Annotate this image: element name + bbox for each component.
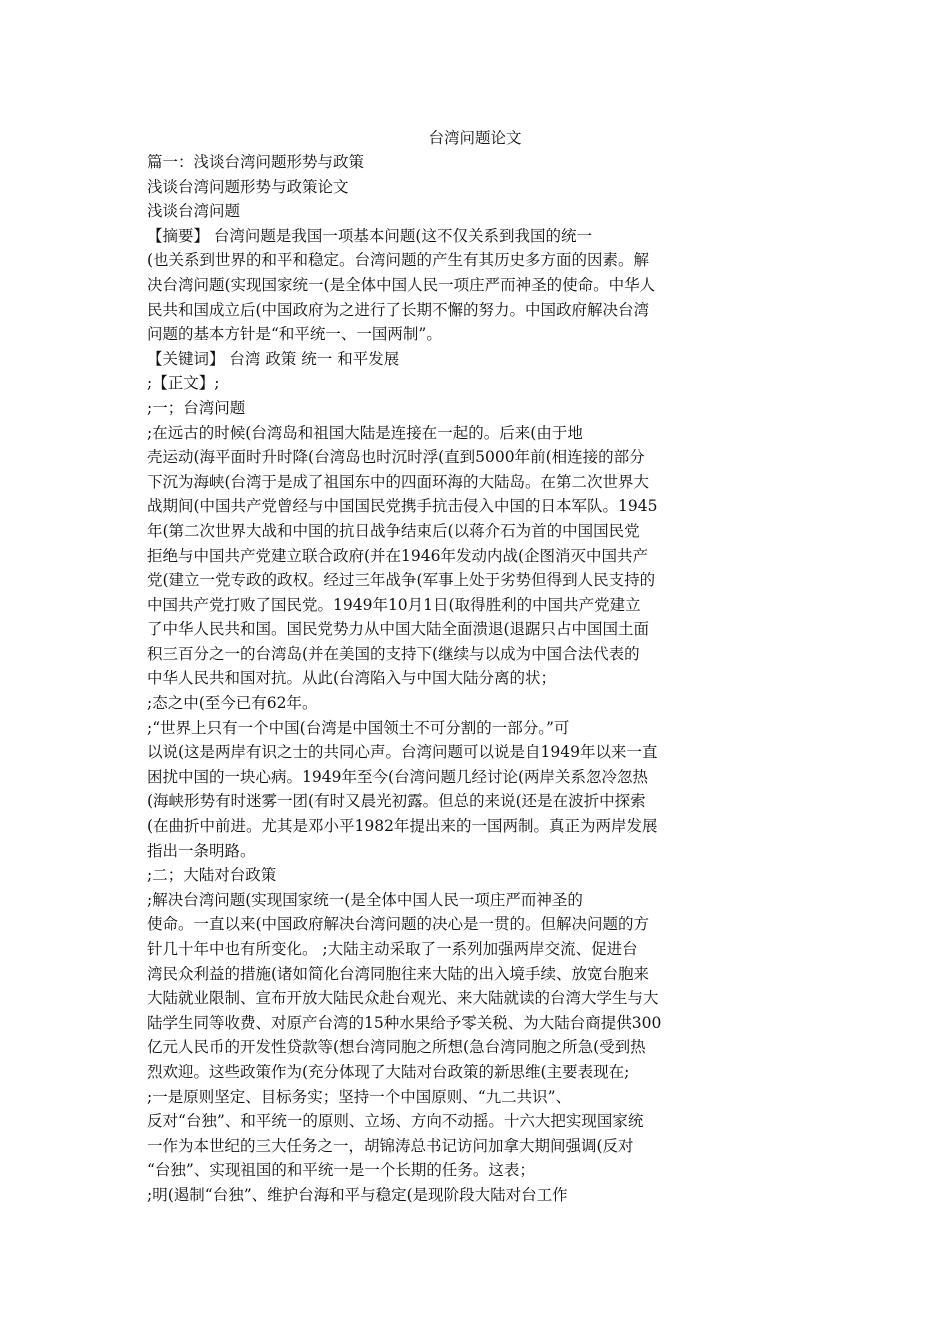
text-line: “台独”、实现祖国的和平统一是一个长期的任务。这表； bbox=[147, 1161, 535, 1180]
text-line: 陆学生同等收费、对原产台湾的15种水果给予零关税、为大陆台商提供300 bbox=[147, 1013, 662, 1032]
text-line: ;一是原则坚定、目标务实；坚持一个中国原则、“九二共识”、 bbox=[147, 1087, 572, 1106]
text-line: 决台湾问题(实现国家统一(是全体中国人民一项庄严而神圣的使命。中华人 bbox=[147, 275, 656, 294]
text-line: ;明(遏制“台独”、维护台海和平与稳定(是现阶段大陆对台工作 bbox=[147, 1185, 568, 1204]
text-line: (海峡形势有时迷雾一团(有时又晨光初露。但总的来说(还是在波折中探索 bbox=[147, 792, 646, 811]
text-line: 浅谈台湾问题 bbox=[147, 202, 241, 221]
text-line: (在曲折中前进。尤其是邓小平1982年提出来的一国两制。真正为两岸发展 bbox=[147, 817, 658, 836]
text-line: ;【正文】; bbox=[147, 374, 220, 393]
text-line: 困扰中国的一块心病。1949年至今(台湾问题几经讨论(两岸关系忽冷忽热 bbox=[147, 767, 649, 786]
text-line: ;态之中(至今已有62年。 bbox=[147, 694, 318, 713]
text-line: 中华人民共和国对抗。从此(台湾陷入与中国大陆分离的状； bbox=[147, 669, 557, 688]
text-line: ;在远古的时候(台湾岛和祖国大陆是连接在一起的。后来(由于地 bbox=[147, 423, 583, 442]
text-line: 烈欢迎。这些政策作为(充分体现了大陆对台政策的新思维(主要表现在; bbox=[147, 1062, 630, 1081]
text-line: 篇一：浅谈台湾问题形势与政策 bbox=[147, 153, 365, 171]
text-line: 指出一条明路。 bbox=[147, 841, 256, 860]
text-line: 积三百分之一的台湾岛(并在美国的支持下(继续与以成为中国合法代表的 bbox=[147, 644, 640, 663]
text-line: 湾民众利益的措施(诸如简化台湾同胞往来大陆的出入境手续、放宽台胞来 bbox=[147, 964, 650, 983]
text-line: 下沉为海峡(台湾于是成了祖国东中的四面环海的大陆岛。在第二次世界大 bbox=[147, 472, 650, 491]
text-line: ;解决台湾问题(实现国家统一(是全体中国人民一项庄严而神圣的 bbox=[147, 890, 583, 909]
text-line: 针几十年中也有所变化。 ;大陆主动采取了一系列加强两岸交流、促进台 bbox=[147, 940, 638, 958]
text-line: ;一；台湾问题 bbox=[147, 398, 246, 417]
text-line: 使命。一直以来(中国政府解决台湾问题的决心是一贯的。但解决问题的方 bbox=[147, 915, 650, 934]
text-line: 【关键词】 台湾 政策 统一 和平发展 bbox=[147, 349, 400, 368]
text-line: ;二；大陆对台政策 bbox=[147, 866, 277, 885]
text-line: 战期间(中国共产党曾经与中国国民党携手抗击侵入中国的日本军队。1945 bbox=[147, 497, 658, 516]
document-title: 台湾问题论文 bbox=[428, 129, 522, 147]
text-line: 民共和国成立后(中国政府为之进行了长期不懈的努力。中国政府解决台湾 bbox=[147, 300, 650, 319]
text-line: 大陆就业限制、宣布开放大陆民众赴台观光、来大陆就读的台湾大学生与大 bbox=[147, 989, 659, 1008]
text-line: 拒绝与中国共产党建立联合政府(并在1946年发动内战(企图消灭中国共产 bbox=[147, 546, 649, 565]
text-line: 年(第二次世界大战和中国的抗日战争结束后(以蒋介石为首的中国国民党 bbox=[147, 521, 640, 540]
text-line: 亿元人民币的开发性贷款等(想台湾同胞之所想(急台湾同胞之所急(受到热 bbox=[147, 1038, 646, 1057]
text-line: 以说(这是两岸有识之士的共同心声。台湾问题可以说是自1949年以来一直 bbox=[147, 743, 658, 762]
text-line: 浅谈台湾问题形势与政策论文 bbox=[147, 177, 349, 196]
document-body bbox=[147, 150, 717, 1208]
text-line: 【摘要】 台湾问题是我国一项基本问题(这不仅关系到我国的统一 bbox=[147, 226, 592, 245]
text-line: 反对“台独”、和平统一的原则、立场、方向不动摇。十六大把实现国家统 bbox=[147, 1112, 644, 1131]
text-line: 一作为本世纪的三大任务之一，胡锦涛总书记访问加拿大期间强调(反对 bbox=[147, 1136, 634, 1155]
text-line: 了中华人民共和国。国民党势力从中国大陆全面溃退(退踞只占中国国土面 bbox=[147, 620, 650, 639]
text-line: ;“世界上只有一个中国(台湾是中国领土不可分割的一部分。”可 bbox=[147, 718, 570, 737]
text-line: 党(建立一党专政的政权。经过三年战争(军事上处于劣势但得到人民支持的 bbox=[147, 571, 656, 590]
text-line: 壳运动(海平面时升时降(台湾岛也时沉时浮(直到5000年前(相连接的部分 bbox=[147, 448, 645, 467]
text-line: 问题的基本方针是“和平统一、一国两制”。 bbox=[147, 325, 442, 344]
text-line: (也关系到世界的和平和稳定。台湾问题的产生有其历史多方面的因素。解 bbox=[147, 251, 650, 270]
text-line: 中国共产党打败了国民党。1949年10月1日(取得胜利的中国共产党建立 bbox=[147, 595, 641, 614]
